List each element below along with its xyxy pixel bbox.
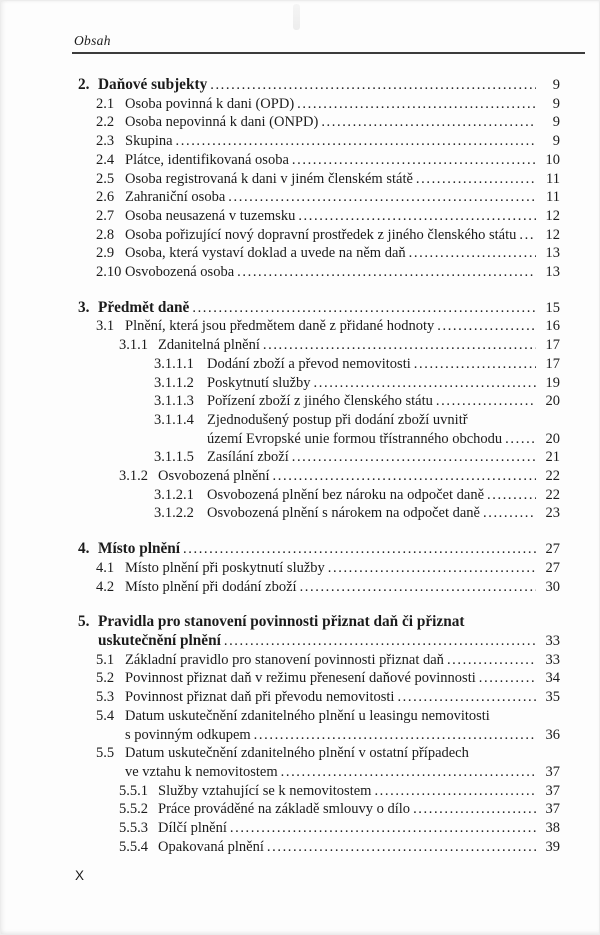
dot-leader	[416, 170, 536, 189]
entry-title: Zdanitelná plnění	[158, 337, 260, 354]
toc-entry-row	[0, 317, 560, 336]
toc-entry-row	[125, 763, 560, 782]
entry-number: 5.5.3	[119, 820, 148, 837]
entry-title: Dílčí plnění	[158, 820, 227, 837]
entry-number: 3.1	[96, 318, 115, 335]
entry-page-number: 33	[545, 632, 560, 649]
toc-entry-row	[0, 448, 560, 467]
entry-page-number: 27	[545, 541, 560, 558]
entry-number: 5.2	[96, 670, 115, 687]
toc-entry-row	[0, 392, 560, 411]
entry-page-number: 27	[545, 559, 560, 576]
entry-title: Místo plnění při poskytnutí služby	[125, 559, 325, 576]
entry-title: Osoba povinná k dani (OPD)	[125, 95, 295, 112]
entry-number: 3.1.1.5	[154, 449, 194, 466]
dot-leader	[437, 317, 536, 336]
entry-title: Daňové subjekty	[98, 76, 208, 93]
toc-entry-row	[0, 688, 560, 707]
entry-page-number: 33	[545, 651, 560, 668]
entry-page-number: 37	[545, 782, 560, 799]
entry-title: Místo plnění při dodání zboží	[125, 578, 297, 595]
entry-number: 3.1.1.4	[154, 411, 194, 428]
entry-number: 5.3	[96, 689, 115, 706]
entry-title: Osoba, která vystaví doklad a uvede na něm daň	[125, 245, 406, 262]
dot-leader	[483, 504, 536, 523]
toc-chapter-row	[0, 299, 560, 318]
entry-page-number: 12	[545, 226, 560, 243]
entry-title: Předmět daně	[98, 298, 190, 316]
entry-title: Osvobozená plnění	[158, 468, 270, 485]
dot-leader	[321, 113, 536, 132]
dot-leader	[183, 540, 536, 559]
dot-leader	[254, 726, 536, 745]
toc-entry-row	[0, 374, 560, 393]
entry-number: 2.6	[96, 189, 115, 206]
entry-number: 2.3	[96, 133, 115, 150]
entry-number: 5.5.2	[119, 801, 148, 818]
header-rule	[72, 52, 585, 54]
dot-leader	[447, 651, 536, 670]
entry-page-number: 36	[545, 726, 560, 743]
entry-number: 2.7	[96, 207, 115, 224]
dot-leader	[297, 95, 536, 114]
entry-title: Osvobozená plnění bez nároku na odpočet daně	[207, 486, 485, 503]
toc-entry-row	[207, 430, 560, 449]
entry-number: 3.1.1.3	[154, 393, 194, 410]
entry-page-number: 23	[545, 505, 560, 522]
toc-entry-row	[0, 170, 560, 189]
toc-entry-row	[0, 782, 560, 801]
entry-title: Základní pravidlo pro stanovení povinnosti přiznat daň	[125, 651, 444, 668]
dot-leader	[487, 486, 536, 505]
entry-title: Skupina	[125, 133, 173, 150]
toc-entry-row	[0, 226, 560, 245]
toc-entry-row	[0, 578, 560, 597]
toc-entry-row	[0, 744, 560, 763]
entry-number: 5.	[78, 613, 90, 631]
entry-number: 3.1.1.1	[154, 355, 194, 372]
entry-number: 2.4	[96, 151, 115, 168]
entry-title: Osoba registrovaná k dani v jiném členském státě	[125, 170, 413, 187]
entry-number: 2.9	[96, 245, 115, 262]
entry-title: Dodání zboží a převod nemovitosti	[207, 355, 411, 372]
toc-entry-row	[0, 669, 560, 688]
entry-title: Práce prováděné na základě smlouvy o dílo	[158, 801, 411, 818]
dot-leader	[176, 132, 536, 151]
toc-entry-row	[125, 726, 560, 745]
entry-number: 2.5	[96, 170, 115, 187]
running-header	[72, 33, 585, 54]
entry-number: 4.	[78, 540, 90, 558]
entry-number: 3.1.2	[119, 468, 148, 485]
entry-page-number: 37	[545, 801, 560, 818]
toc-entry-row	[0, 411, 560, 430]
entry-page-number: 22	[545, 486, 560, 503]
dot-leader	[237, 263, 536, 282]
entry-page-number: 20	[545, 393, 560, 410]
entry-title: Zasílání zboží	[207, 449, 289, 466]
entry-number: 3.1.1	[119, 337, 148, 354]
dot-leader	[300, 578, 536, 597]
entry-number: 5.5	[96, 745, 115, 762]
toc-entry-row	[0, 838, 560, 857]
entry-title: Osoba neusazená v tuzemsku	[125, 207, 296, 224]
entry-title: Povinnost přiznat daň v režimu přenesení daňové povinnosti	[125, 670, 476, 687]
entry-page-number: 10	[545, 151, 560, 168]
entry-number: 4.1	[96, 559, 115, 576]
toc-entry-row	[0, 707, 560, 726]
toc-entry-row	[0, 355, 560, 374]
dot-leader	[292, 151, 536, 170]
dot-leader	[519, 226, 536, 245]
scan-artifact-smudge	[293, 4, 300, 30]
toc-entry-row	[0, 95, 560, 114]
entry-page-number: 35	[545, 689, 560, 706]
dot-leader	[328, 559, 536, 578]
entry-page-number: 11	[546, 189, 560, 206]
entry-title: Služby vztahující se k nemovitostem	[158, 782, 372, 799]
entry-title: Poskytnutí služby	[207, 374, 311, 391]
dot-leader	[273, 467, 536, 486]
entry-number: 3.	[78, 298, 90, 316]
entry-page-number: 21	[545, 449, 560, 466]
toc-entry-row	[0, 559, 560, 578]
entry-page-number: 13	[545, 264, 560, 281]
toc-entry-row	[0, 207, 560, 226]
entry-title: ve vztahu k nemovitostem	[125, 763, 278, 780]
toc-entry-row	[0, 188, 560, 207]
dot-leader	[224, 632, 536, 651]
toc-chapter-row	[0, 613, 560, 632]
toc-entry-row	[0, 467, 560, 486]
entry-number: 2.8	[96, 226, 115, 243]
entry-title: Osvobozená plnění s nárokem na odpočet daně	[207, 505, 480, 522]
toc-entry-row	[0, 486, 560, 505]
entry-page-number: 9	[552, 133, 560, 150]
toc-entry-row	[0, 244, 560, 263]
entry-page-number: 11	[546, 170, 560, 187]
entry-page-number: 19	[545, 374, 560, 391]
entry-page-number: 17	[545, 337, 560, 354]
entry-page-number: 12	[545, 207, 560, 224]
dot-leader	[292, 448, 536, 467]
toc-entry-row	[0, 800, 560, 819]
entry-title: Zjednodušený postup při dodání zboží uvnitř	[207, 411, 468, 428]
entry-title: Osoba nepovinná k dani (ONPD)	[125, 114, 319, 131]
entry-page-number: 38	[545, 820, 560, 837]
entry-page-number: 9	[552, 114, 560, 131]
footer-page-number: X	[75, 868, 85, 883]
entry-title: Plátce, identifikovaná osoba	[125, 151, 289, 168]
toc-entry-row	[0, 651, 560, 670]
entry-title: území Evropské unie formou třístranného obchodu	[207, 430, 503, 447]
entry-page-number: 37	[545, 763, 560, 780]
toc-chapter-row	[0, 540, 560, 559]
entry-number: 5.5.4	[119, 838, 148, 855]
toc-entry-row	[0, 263, 560, 282]
dot-leader	[409, 244, 536, 263]
dot-leader	[192, 299, 536, 318]
toc-entry-row	[0, 504, 560, 523]
table-of-contents	[0, 76, 600, 856]
entry-page-number: 9	[552, 95, 560, 112]
dot-leader	[210, 76, 536, 95]
dot-leader	[230, 819, 536, 838]
entry-title: Povinnost přiznat daň při převodu nemovitosti	[125, 689, 395, 706]
dot-leader	[281, 763, 536, 782]
dot-leader	[298, 207, 536, 226]
entry-number: 5.5.1	[119, 782, 148, 799]
toc-entry-row	[0, 336, 560, 355]
entry-title: uskutečnění plnění	[98, 631, 221, 649]
entry-page-number: 15	[545, 299, 560, 316]
dot-leader	[263, 336, 536, 355]
entry-title: Zahraniční osoba	[125, 189, 226, 206]
toc-entry-row	[0, 132, 560, 151]
entry-number: 5.1	[96, 651, 115, 668]
entry-title: Opakovaná plnění	[158, 838, 264, 855]
toc-chapter-row	[0, 76, 560, 95]
entry-title: Osvobozená osoba	[125, 264, 235, 281]
entry-number: 2.1	[96, 95, 115, 112]
entry-title: Plnění, která jsou předmětem daně z přidané hodnoty	[125, 318, 435, 335]
entry-number: 3.1.2.2	[154, 505, 194, 522]
entry-number: 2.	[78, 76, 90, 93]
entry-number: 4.2	[96, 578, 115, 595]
dot-leader	[397, 688, 536, 707]
entry-page-number: 22	[545, 468, 560, 485]
entry-title: Datum uskutečnění zdanitelného plnění u leasingu nemovitosti	[125, 707, 490, 724]
dot-leader	[374, 782, 536, 801]
dot-leader	[413, 800, 536, 819]
entry-page-number: 17	[545, 355, 560, 372]
entry-page-number: 16	[545, 318, 560, 335]
entry-title: s povinným odkupem	[125, 726, 251, 743]
dot-leader	[314, 374, 536, 393]
dot-leader	[228, 188, 536, 207]
entry-number: 3.1.2.1	[154, 486, 194, 503]
toc-entry-row	[0, 819, 560, 838]
entry-title: Pořízení zboží z jiného členského státu	[207, 393, 433, 410]
entry-page-number: 34	[545, 670, 560, 687]
toc-entry-row	[0, 113, 560, 132]
dot-leader	[414, 355, 536, 374]
entry-title: Osoba pořizující nový dopravní prostředek z jiného členského státu	[125, 226, 517, 243]
dot-leader	[505, 430, 536, 449]
entry-number: 5.4	[96, 707, 115, 724]
entry-number: 2.2	[96, 114, 115, 131]
entry-page-number: 39	[545, 838, 560, 855]
toc-chapter-row	[98, 632, 560, 651]
dot-leader	[267, 838, 536, 857]
entry-number: 3.1.1.2	[154, 374, 194, 391]
entry-page-number: 9	[552, 77, 560, 93]
entry-title: Místo plnění	[98, 540, 181, 558]
toc-entry-row	[0, 151, 560, 170]
entry-page-number: 30	[545, 578, 560, 595]
entry-page-number: 20	[545, 430, 560, 447]
entry-title: Pravidla pro stanovení povinnosti přiznat daň či přiznat	[98, 613, 465, 631]
dot-leader	[436, 392, 536, 411]
entry-number: 2.10	[96, 264, 122, 281]
running-header-title: Obsah	[74, 33, 111, 48]
entry-title: Datum uskutečnění zdanitelného plnění v ostatní případech	[125, 745, 469, 762]
dot-leader	[479, 669, 536, 688]
entry-page-number: 13	[545, 245, 560, 262]
